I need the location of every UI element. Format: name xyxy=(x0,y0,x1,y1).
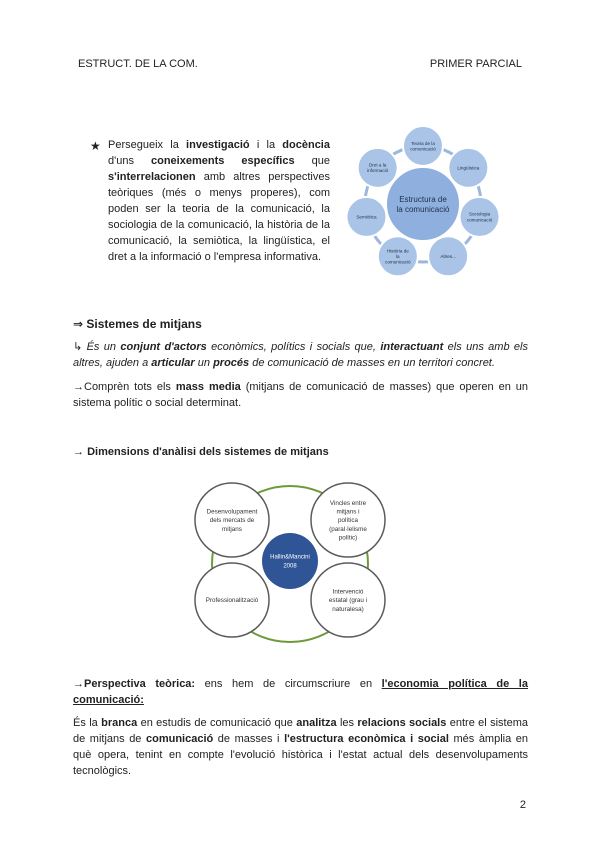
dimension-node-line: polític) xyxy=(338,534,358,542)
hallin-mancini-line: 2008 xyxy=(283,563,297,570)
cycle-node-line: Història de xyxy=(386,248,409,254)
dimension-node-line: política xyxy=(338,517,358,525)
cycle-center-line: la comunicació xyxy=(396,204,450,214)
bullet-paragraph: Persegueix la investigació i la docència d'uns coneixements específics que s'interrelacionen amb altres perspectives teòriques (més o menys properes), com poden ser la teoria de la comunicació, la sociologia de la comunicació, la història de la comunicació, la semiòtica, la lingüística, el dret a la informació o l'empresa informativa. xyxy=(108,139,330,263)
dimension-node-line: Vincles entre xyxy=(329,500,367,508)
dimension-node-label xyxy=(329,589,367,613)
cycle-node-label xyxy=(457,165,479,170)
cycle-center-line: Estructura de xyxy=(399,194,447,204)
hallin-mancini-line: Hallin&Mancini xyxy=(270,554,310,561)
perspective-paragraph: →Perspectiva teòrica: ens hem de circumscriure en l'economia política de la comunicació: xyxy=(73,678,528,706)
star-bullet-icon: ★ xyxy=(90,139,101,153)
dimension-node-line: mitjans xyxy=(222,525,242,533)
cycle-node-line: Dret a la xyxy=(368,162,387,168)
hook-arrow-icon: ↳ xyxy=(73,341,87,353)
cycle-node-label xyxy=(410,141,436,152)
dimension-node-line: dels mercats de xyxy=(209,517,255,525)
section-title: ⇒ Sistemes de mitjans xyxy=(73,317,202,331)
implies-arrow-icon: ⇒ xyxy=(73,317,87,331)
hallin-mancini-node xyxy=(262,533,318,589)
cycle-node-label xyxy=(467,212,493,223)
dimension-node-line: Professionalització xyxy=(205,597,259,605)
right-arrow-icon: → xyxy=(73,446,88,458)
cycle-node-label xyxy=(367,163,389,174)
dimension-node-line: Desenvolupament xyxy=(206,508,258,516)
dimension-node-line: (paral·lelisme xyxy=(329,525,367,533)
definition-paragraph: ↳ És un conjunt d'actors econòmics, polítics i socials que, interactuant els uns amb els altres, ajuden a articular un procés de comunicació de masses en un territori concret. xyxy=(73,341,528,369)
dimension-node-label xyxy=(206,597,259,604)
cycle-node-line: comunicació xyxy=(410,146,436,152)
dimension-node-line: naturalesa) xyxy=(332,605,364,613)
branch-paragraph: És la branca en estudis de comunicació que analitza les relacions socials entre el sistema de mitjans de comunicació de masses i l'estructura econòmica i social més àmplia en què opera, tenint en compte l'evolució històrica i l'estat actual dels desenvolupaments tecnològics. xyxy=(73,717,529,777)
cycle-node-line: comunicació xyxy=(385,259,411,265)
cycle-node-line: Altres... xyxy=(440,253,456,259)
dimension-node-line: estatal (grau i xyxy=(328,597,368,605)
cycle-node-line: Lingüística xyxy=(457,165,480,171)
cycle-node-line: informació xyxy=(367,168,389,174)
cycle-node-line: la xyxy=(396,253,400,259)
structure-cycle-diagram xyxy=(340,118,510,278)
page-number: 2 xyxy=(519,799,526,811)
cycle-node-label xyxy=(440,254,456,259)
dimension-node-line: Intervenció xyxy=(332,588,364,596)
cycle-node-line: Semiòtica xyxy=(356,214,377,220)
dimension-node-line: mitjans i xyxy=(336,508,360,516)
header-term: PRIMER PARCIAL xyxy=(429,58,522,70)
cycle-node-line: Teoria de la xyxy=(411,140,435,146)
header-course: ESTRUCT. DE LA COM. xyxy=(78,58,198,70)
cycle-center-label xyxy=(397,195,450,214)
right-arrow-icon: → xyxy=(73,381,84,393)
cycle-node-line: comunicació xyxy=(466,217,493,223)
dimensions-diagram xyxy=(160,478,420,653)
cycle-node-line: Sociologia xyxy=(468,211,491,217)
mass-media-paragraph: →Comprèn tots els mass media (mitjans de comunicació de masses) que operen en un sistema polític o social determinat. xyxy=(73,381,529,409)
right-arrow-icon: → xyxy=(73,678,84,690)
cycle-node-label xyxy=(356,215,377,220)
dimensions-title: → Dimensions d'anàlisi dels sistemes de mitjans xyxy=(73,446,329,458)
